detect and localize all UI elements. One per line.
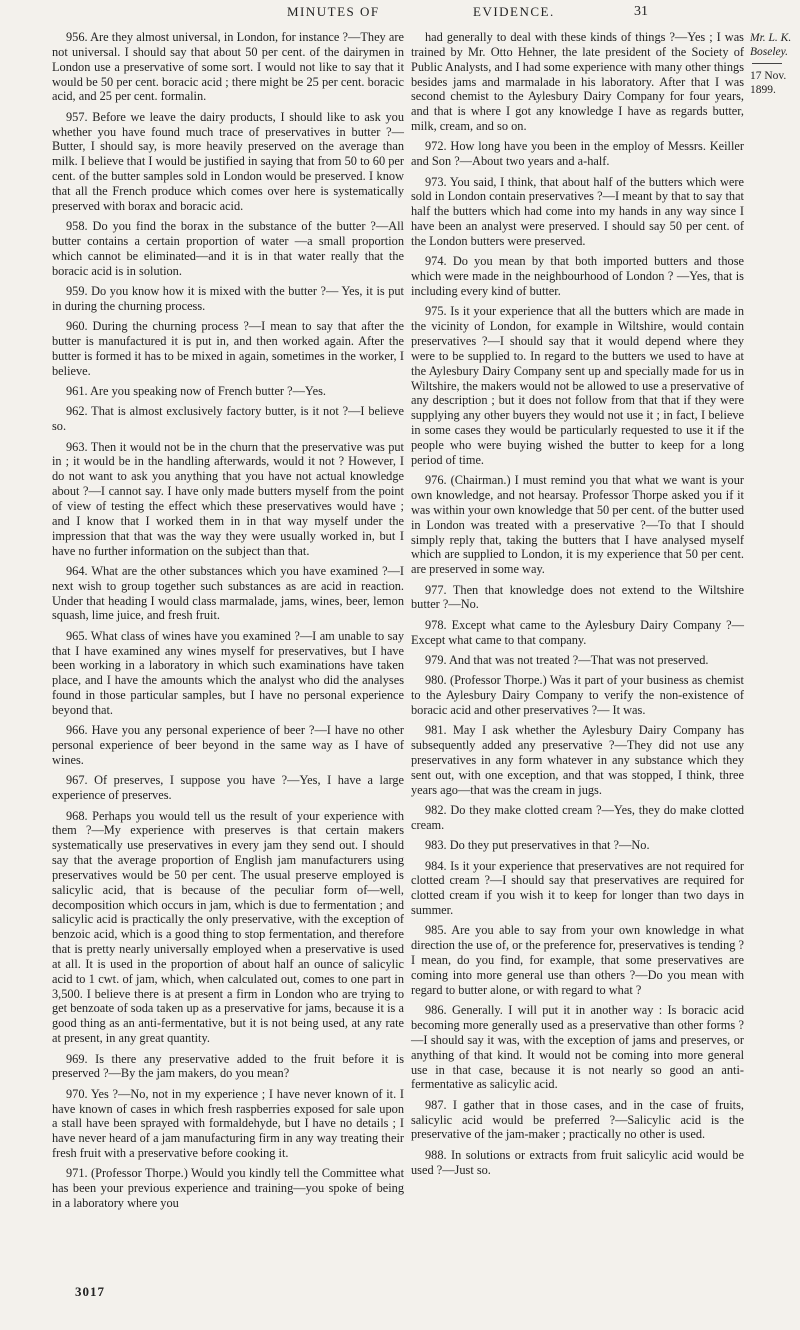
paragraph: 972. How long have you been in the employ of Messrs. Keiller and Son ?—About two years and a-half. — [411, 139, 744, 169]
paragraph: 964. What are the other substances which you have examined ?—I next wish to group together such substances as are acid in reaction. Under that heading I would class marmalade, jams, wines, beer, lemon squash, lime juice, and fresh fruit. — [52, 563, 404, 623]
paragraph: 978. Except what came to the Aylesbury Dairy Company ?—Except what came to that company. — [411, 617, 744, 647]
paragraph: had generally to deal with these kinds of things ?—Yes ; I was trained by Mr. Otto Hehner, the late president of the Society of Public Analysts, and I had some experience with many other things besides jams and marmalade in his laboratory. After that I was second chemist to the Aylesbury Dairy Company for four years, and that is where I got any knowledge I have as regards butter, milk, cream, and so on. — [411, 30, 744, 134]
page-number: 31 — [634, 4, 648, 19]
paragraph: 980. (Professor Thorpe.) Was it part of your business as chemist to the Aylesbury Dairy Company to verify the non-existence of boracic acid and other preservatives ?— It was. — [411, 673, 744, 717]
paragraph: 963. Then it would not be in the churn that the preservative was put in ; it would be in the handling afterwards, would it not ? However, I do not want to ask you anything that you have not actual knowledge about ?—I cannot say. I have only made butters myself from the point of view of testing the effect which these preservatives would have ; and I know that I worked them in in that way myself under the impression that that was the way they were usually worked in, but I have no further information on the subject than that. — [52, 439, 404, 558]
printer-signature: 3017 — [75, 1284, 105, 1299]
witness-name: Mr. L. K. Boseley. — [750, 32, 792, 58]
paragraph: 988. In solutions or extracts from fruit salicylic acid would be used ?—Just so. — [411, 1147, 744, 1177]
paragraph: 957. Before we leave the dairy products, I should like to ask you whether you have found much trace of preservatives in butter ?—Butter, I should say, is more heavily preserved on the average than milk. I believe that I would be justified in saying that from 50 to 60 per cent. of the butter samples sold in London would be preserved. I know that all the French produce which comes over here is systematically preserved with borax and boracic acid. — [52, 109, 404, 213]
paragraph: 966. Have you any personal experience of beer ?—I have no other personal experience of beer beyond in the same way as I have of wines. — [52, 723, 404, 767]
paragraph: 956. Are they almost universal, in London, for instance ?—They are not universal. I should say that about 50 per cent. of the dairymen in London use a preservative of some sort. I would not like to say that it would be 50 per cent. boracic acid ; there might be 25 per cent. boracic acid, and 25 per cent. formalin. — [52, 30, 404, 104]
left-column — [52, 30, 404, 1211]
evidence-date: 17 Nov. 1899. — [750, 70, 787, 96]
paragraph: 965. What class of wines have you examined ?—I am unable to say that I have examined any wines myself for preservatives, but I have been working in a laboratory in which such examinations have taken place, and I have the amounts which the analyst who did the analyses found in those particular samples, but I have no personal experience beyond that. — [52, 628, 404, 717]
running-head-left: MINUTES OF — [287, 4, 380, 19]
paragraph: 962. That is almost exclusively factory butter, is it not ?—I believe so. — [52, 404, 404, 434]
paragraph: 961. Are you speaking now of French butter ?—Yes. — [66, 384, 326, 399]
paragraph: 974. Do you mean by that both imported butters and those which were made in the neighbourhood of London ? —Yes, that is including every kind of butter. — [411, 254, 744, 298]
paragraph: 969. Is there any preservative added to the fruit before it is preserved ?—By the jam makers, do you mean? — [52, 1051, 404, 1081]
paragraph: 982. Do they make clotted cream ?—Yes, they do make clotted cream. — [411, 803, 744, 832]
right-column — [411, 30, 744, 1177]
paragraph: 958. Do you find the borax in the substance of the butter ?—All butter contains a certain proportion of water —a small proportion which cannot be eliminated—and it is in that water really that the boracic acid is in solution. — [52, 219, 404, 278]
paragraph: 986. Generally. I will put it in another way : Is boracic acid becoming more generally used as a preservative than other forms ?—I should say it was, with the exception of jams and preserves, or anything of that kind. It would not be coming into more general use in that case, because it is not nearly so good an anti-fermentative as salicylic acid. — [411, 1003, 744, 1092]
paragraph: 979. And that was not treated ?—That was not preserved. — [425, 652, 709, 667]
paragraph: 976. (Chairman.) I must remind you that what we want is your own knowledge, and not hearsay. Professor Thorpe asked you if it was within your own knowledge that 50 per cent. of the butter used in London was treated with a preservative ?—To that I should simply reply that, taking the butters that I have analysed myself which are supplied to London, it is my experience that 50 per cent. are preserved in some way. — [411, 473, 744, 577]
paragraph: 975. Is it your experience that all the butters which are made in the vicinity of London, for example in Wiltshire, would contain preservatives ?—I should say that it would depend where they were to be supplied to. In regard to the butters we used to have at the Aylesbury Dairy Company sent up and specially made for us in Wiltshire, the makers would not be allowed to use a preservative of any description ; but it does not follow from that that if they were supplying any other buyers they would not use it ; in fact, I believe in some cases they would be particularly requested to use it if the people who were buying wished the butter to keep for a long period of time. — [411, 304, 744, 467]
margin-rule — [752, 63, 782, 64]
paragraph: 977. Then that knowledge does not extend to the Wiltshire butter ?—No. — [411, 582, 744, 612]
paragraph: 981. May I ask whether the Aylesbury Dairy Company has subsequently added any preservative ?—They did not use any preservatives in any form whatever in any substance which they sent out, with one exception, and that was stopped, I think, three years ago—that was the cream in jugs. — [411, 723, 744, 797]
paragraph: 973. You said, I think, that about half of the butters which were sold in London contain preservatives ?—I meant by that to say that half the butters which had come into my hands in any way since I have been an analyst were preserved. I should say 50 per cent. of the London butters were preserved. — [411, 174, 744, 248]
paragraph: 967. Of preserves, I suppose you have ?—Yes, I have a large experience of preserves. — [52, 773, 404, 803]
paragraph: 971. (Professor Thorpe.) Would you kindly tell the Committee what has been your previous experience and training—you spoke of being in a laboratory where you — [52, 1166, 404, 1211]
paragraph: 987. I gather that in those cases, and in the case of fruits, salicylic acid would be preferred ?—Salicylic acid is the preservative of the jam-maker ; practically no other is used. — [411, 1097, 744, 1142]
running-head-right: EVIDENCE. — [473, 4, 555, 19]
margin-note — [750, 32, 800, 97]
paragraph: 984. Is it your experience that preservatives are not required for clotted cream ?—I should say that preservatives are required for clotted cream if you wish it to keep for longer than two days in summer. — [411, 858, 744, 918]
paragraph: 968. Perhaps you would tell us the result of your experience with them ?—My experience with preserves is that certain makers systematically use preservatives in every jam they send out. I should say that the average proportion of English jam manufacturers using preservatives would be 50 per cent. The usual preserve employed is salicylic acid, that is because of the peculiar form of—well, decomposition which occurs in jam, which is due to fermentation ; and salicylic acid is practically the only preservative, with the exception of benzoic acid, which is a good thing to stop fermentation, and therefore that is pretty nearly universally employed when a preservative is used at all. It is used in the proportion of about half an ounce of salicylic acid to 1 cwt. of jam, which, when calculated out, comes to one part in 3,500. I believe there is at present a firm in London who are trying to get benzoate of soda taken up as a preservative for jams, because it is a good thing as an anti-fermentative, but it is not being used, at any rate at present, in any great quantity. — [52, 808, 404, 1046]
page-header — [0, 4, 800, 28]
paragraph: 983. Do they put preservatives in that ?—No. — [425, 838, 650, 853]
paragraph: 985. Are you able to say from your own knowledge in what direction the use of, or the preference for, preservatives is tending ? I mean, do you find, for example, that some preservatives are coming into more general use than others ?—Do you mean with regard to butter alone, or with regard to what ? — [411, 923, 744, 997]
paragraph: 970. Yes ?—No, not in my experience ; I have never known of it. I have known of cases in which fresh raspberries exposed for sale upon a stall have been sprayed with formaldehyde, but I have no details ; I have never heard of a jam manufacturing firm in any way treating their fresh fruit with a preservative before cooking it. — [52, 1086, 404, 1161]
paragraph: 959. Do you know how it is mixed with the butter ?— Yes, it is put in during the churning process. — [52, 284, 404, 313]
paragraph: 960. During the churning process ?—I mean to say that after the butter is manufactured it is put in, and then worked again. After the butter is formed it has to be mixed in again, sometimes in the worker, I believe. — [52, 319, 404, 378]
